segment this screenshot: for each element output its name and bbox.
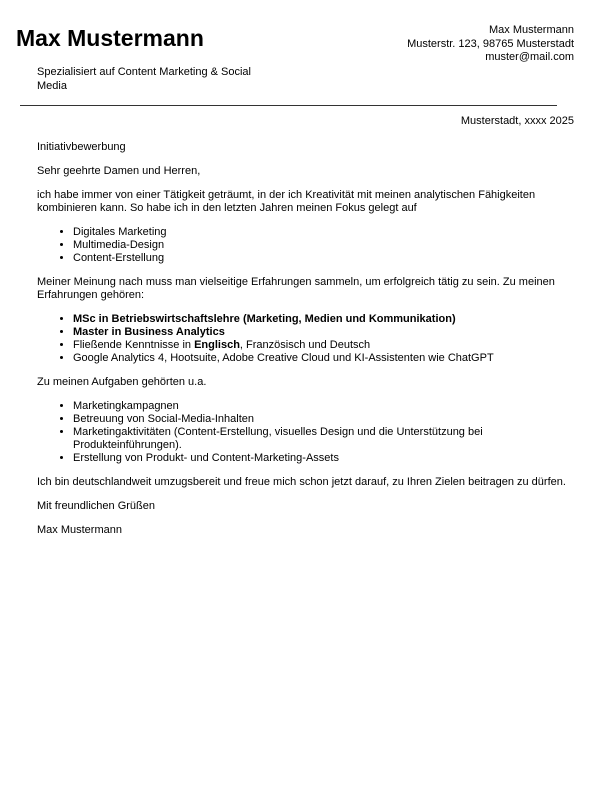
experience-text: Google Analytics 4, Hootsuite, Adobe Creative Cloud und KI-Assistenten wie ChatGPT: [73, 352, 494, 364]
closing-line: Mit freundlichen Grüßen: [37, 500, 155, 512]
list-item: • Marketingaktivitäten (Content-Erstellung, visuelles Design und die Unterstützung bei Produkteinführungen).: [73, 426, 574, 452]
experience-text: Fließende Kenntnisse in: [73, 339, 195, 351]
contact-address: Musterstr. 123, 98765 Musterstadt: [407, 37, 574, 50]
date-line: Musterstadt, xxxx 2025: [460, 115, 574, 127]
list-item: • Content-Erstellung: [73, 252, 574, 265]
contact-block: [407, 24, 574, 65]
list-item: [73, 326, 574, 339]
experience-bold-text: Englisch: [194, 339, 240, 351]
tasks-list: [37, 400, 574, 465]
letter-body: [37, 141, 574, 548]
list-item: • Multimedia-Design: [73, 239, 574, 252]
experience-intro-paragraph: Meiner Meinung nach muss man vielseitige Erfahrungen sammeln, um erfolgreich tätig zu sein. Zu meinen Erfahrungen gehören:: [37, 276, 555, 301]
intro-paragraph: ich habe immer von einer Tätigkeit geträumt, in der ich Kreativität mit meinen analytischen Fähigkeiten kombinieren kann. So habe ich in den letzten Jahren meinen Fokus gelegt auf: [37, 189, 536, 214]
contact-email: muster@mail.com: [485, 51, 574, 63]
salutation: Sehr geehrte Damen und Herren,: [37, 165, 201, 177]
tasks-intro-paragraph: Zu meinen Aufgaben gehörten u.a.: [37, 376, 207, 388]
subject-line: Initiativbewerbung: [37, 141, 126, 153]
experience-bold-text: MSc in Betriebswirtschaftslehre (Marketing, Medien und Kommunikation): [73, 313, 456, 325]
list-item: [73, 352, 574, 365]
signature-name: Max Mustermann: [37, 524, 122, 536]
list-item: [73, 339, 574, 352]
tagline: Spezialisiert auf Content Marketing & Social Media: [37, 66, 251, 92]
relocation-paragraph: Ich bin deutschlandweit umzugsbereit und freue mich schon jetzt darauf, zu Ihren Zielen beitragen zu dürfen.: [37, 476, 566, 488]
contact-name: Max Mustermann: [489, 24, 574, 36]
experience-list: [37, 313, 574, 365]
focus-list: [37, 226, 574, 265]
list-item: • Erstellung von Produkt- und Content-Marketing-Assets: [73, 452, 574, 465]
experience-text: , Französisch und Deutsch: [239, 339, 371, 351]
header-divider: [20, 105, 557, 106]
list-item: [73, 313, 574, 326]
experience-bold-text: Master in Business Analytics: [73, 326, 225, 338]
list-item: • Betreuung von Social-Media-Inhalten: [73, 413, 574, 426]
list-item: • Digitales Marketing: [73, 226, 574, 239]
list-item: • Marketingkampagnen: [73, 400, 574, 413]
page-title: Max Mustermann: [16, 25, 204, 51]
